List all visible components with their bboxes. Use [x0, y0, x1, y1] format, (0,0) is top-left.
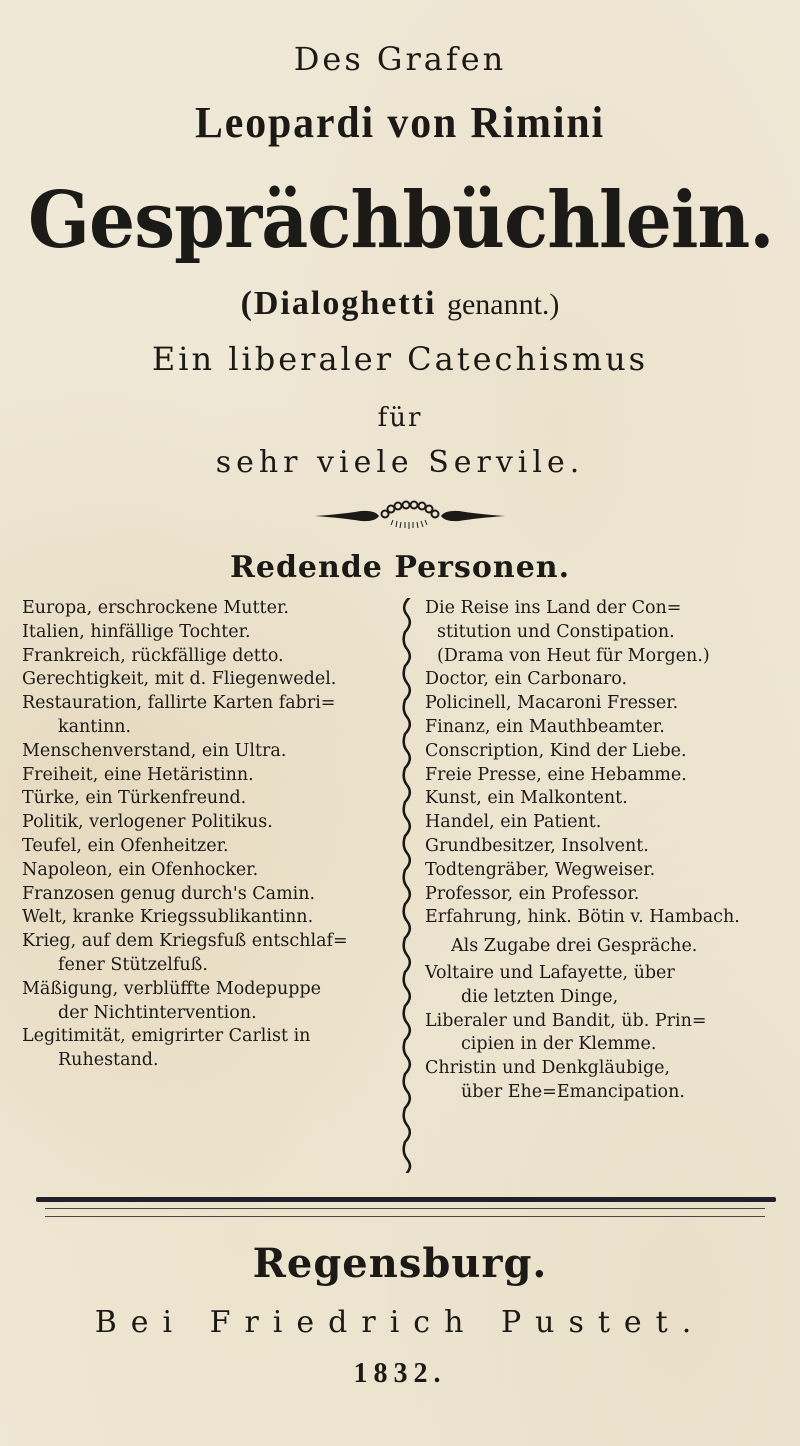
cast-entry: Franzosen genug durch's Camin. — [22, 883, 316, 904]
cast-entry-continuation: der Nichtintervention. — [58, 1002, 257, 1023]
imprint-city: Regensburg. — [252, 1240, 548, 1287]
pre-title: Des Grafen — [293, 40, 507, 78]
cast-entry: Restauration, fallirte Karten fabri= — [22, 693, 336, 714]
author-name: Leopardi von Rimini — [194, 98, 606, 147]
cast-entry-continuation: Ruhestand. — [58, 1050, 159, 1071]
cast-entry: Menschenverstand, ein Ultra. — [22, 740, 287, 761]
cast-entry: Napoleon, ein Ofenhocker. — [22, 859, 259, 880]
subtitle-tail: genannt.) — [446, 288, 560, 321]
cast-entry: Freie Presse, eine Hebamme. — [425, 764, 687, 785]
cast-entry: Frankreich, rückfällige detto. — [22, 645, 284, 666]
cast-entry: Freiheit, eine Hetäristinn. — [22, 764, 254, 785]
cast-entry-continuation: fener Stützelfuß. — [58, 954, 208, 975]
cast-entry: Kunst, ein Malkontent. — [425, 788, 628, 809]
cast-left-column — [22, 597, 397, 1073]
cast-entry: Politik, verlogener Politikus. — [22, 812, 273, 833]
cast-entry-continuation: die letzten Dinge, — [461, 986, 619, 1007]
cast-entry: Professor, ein Professor. — [425, 883, 640, 904]
cast-entry: Teufel, ein Ofenheitzer. — [22, 835, 229, 856]
cast-entry: Welt, kranke Kriegssublikantinn. — [22, 907, 314, 928]
cast-entry-continuation: über Ehe=Emancipation. — [461, 1081, 685, 1102]
cast-entry: Voltaire und Lafayette, über — [425, 962, 675, 983]
thin-rule-divider — [45, 1216, 765, 1217]
cast-entry: Gerechtigkeit, mit d. Fliegenwedel. — [22, 669, 337, 690]
cast-entry: Policinell, Macaroni Fresser. — [425, 693, 679, 714]
cast-entry: Legitimität, emigrirter Carlist in — [22, 1026, 311, 1047]
appendix-heading: Als Zugabe drei Gespräche. — [451, 936, 698, 957]
subtitle — [0, 285, 800, 323]
thin-rule-divider — [45, 1208, 765, 1209]
description-line-2: für — [377, 403, 423, 433]
cast-entry: Erfahrung, hink. Bötin v. Hambach. — [425, 907, 740, 928]
main-title: Gesprächbüchlein. — [28, 175, 774, 266]
cast-entry: Todtengräber, Wegweiser. — [425, 859, 656, 880]
cast-entry: Handel, ein Patient. — [425, 812, 602, 833]
imprint-year: 1832. — [353, 1358, 447, 1389]
cast-entry: Türke, ein Türkenfreund. — [22, 788, 247, 809]
cast-entry: Conscription, Kind der Liebe. — [425, 740, 687, 761]
wavy-column-divider-icon — [400, 598, 414, 1173]
description-line-3: sehr viele Servile. — [215, 445, 585, 480]
cast-entry-continuation: cipien in der Klemme. — [461, 1034, 657, 1055]
cast-entry: Grundbesitzer, Insolvent. — [425, 835, 649, 856]
cast-entry: Europa, erschrockene Mutter. — [22, 598, 289, 618]
cast-entry: Liberaler und Bandit, üb. Prin= — [425, 1010, 707, 1031]
subtitle-main: (Dialoghetti — [240, 285, 437, 322]
cast-entry: Italien, hinfällige Tochter. — [22, 621, 251, 642]
cast-entry: Doctor, ein Carbonaro. — [425, 669, 628, 690]
cast-heading: Redende Personen. — [229, 550, 571, 585]
cast-entry: Mäßigung, verblüffte Modepuppe — [22, 978, 322, 999]
scroll-ornament-icon — [313, 500, 507, 532]
cast-entry: Finanz, ein Mauthbeamter. — [425, 716, 665, 737]
cast-right-column — [425, 597, 800, 1105]
description-line-1: Ein liberaler Catechismus — [151, 340, 649, 378]
cast-entry: Die Reise ins Land der Con= — [425, 598, 682, 618]
cast-entry: Krieg, auf dem Kriegsfuß entschlaf= — [22, 931, 348, 952]
cast-entry-continuation: (Drama von Heut für Morgen.) — [437, 645, 710, 666]
cast-entry-continuation: kantinn. — [58, 716, 132, 737]
cast-entry: Christin und Denkgläubige, — [425, 1058, 671, 1079]
thick-rule-divider — [36, 1197, 776, 1202]
cast-entry-continuation: stitution und Constipation. — [437, 621, 675, 642]
imprint-publisher: Bei Friedrich Pustet. — [94, 1305, 706, 1340]
